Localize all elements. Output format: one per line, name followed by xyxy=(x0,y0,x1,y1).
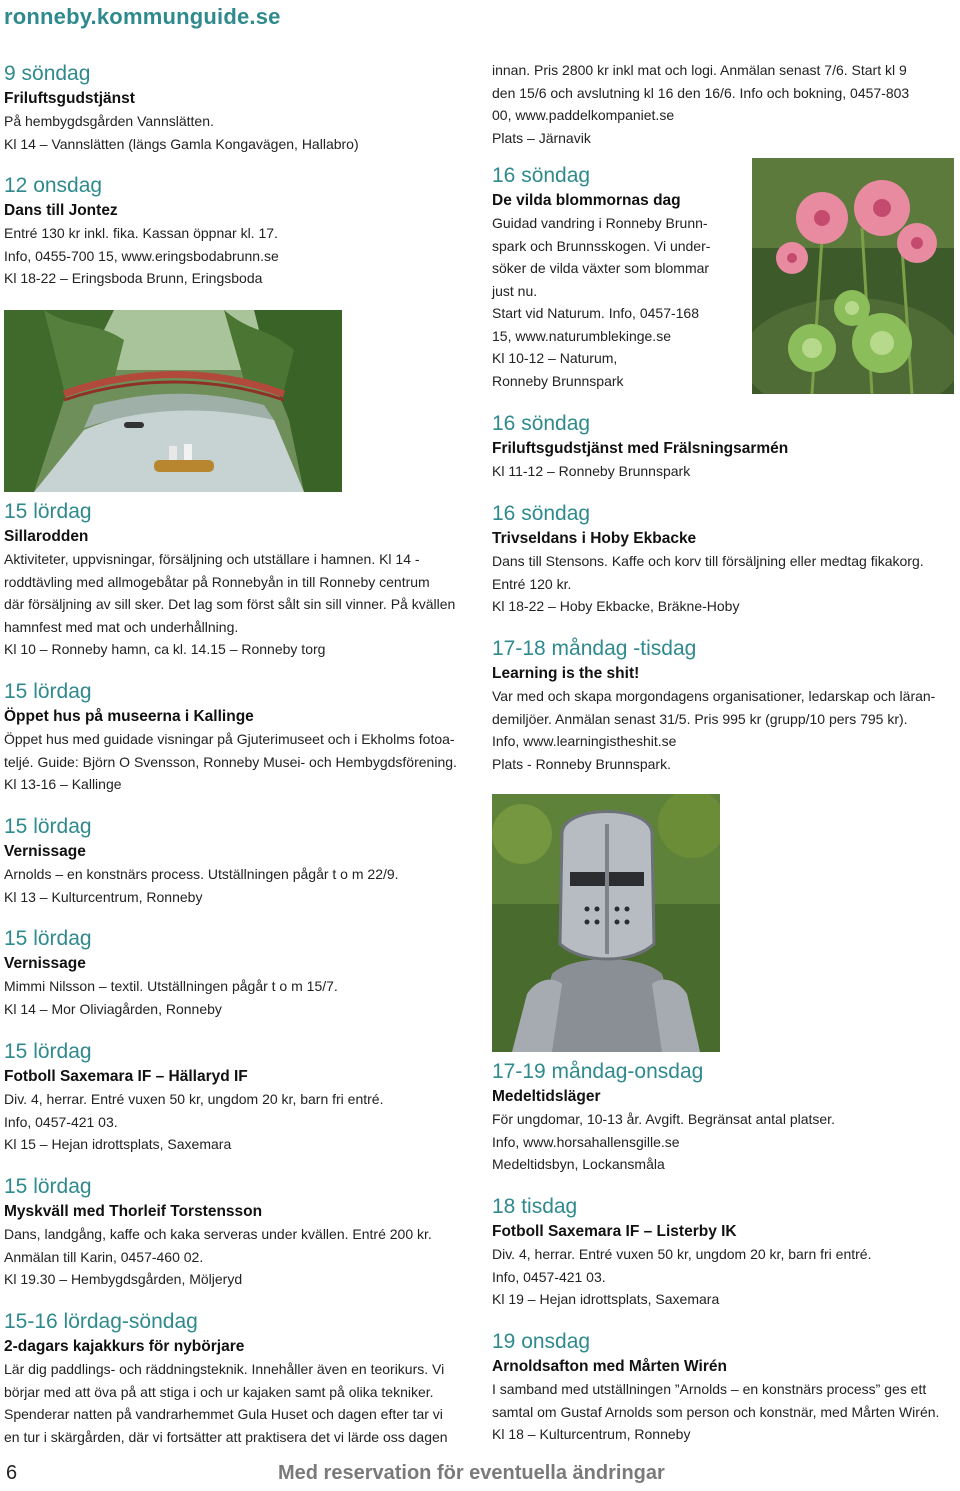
event-line: Ronneby Brunnspark xyxy=(492,372,624,389)
event-date: 17-19 måndag-onsdag xyxy=(492,1060,704,1083)
event-date: 17-18 måndag -tisdag xyxy=(492,637,697,660)
event-right-0 xyxy=(492,160,748,392)
event-line: Guidad vandring i Ronneby Brunn- xyxy=(492,215,708,231)
event-line: där försäljning av sill sker. Det lag som först sålt sin sill vinner. På kvällen xyxy=(4,596,456,612)
event-right-2 xyxy=(492,498,958,618)
event-line: Info, 0457-421 03. xyxy=(492,1268,606,1285)
event-date: 16 söndag xyxy=(492,412,591,435)
event-right-1 xyxy=(492,408,958,483)
event-line: Kl 13-16 – Kallinge xyxy=(4,776,122,792)
knight-illustration xyxy=(492,794,720,1052)
event-left-4 xyxy=(4,811,474,908)
event-line: Kl 14 – Vannslätten (längs Gamla Kongavägen, Hallabro) xyxy=(4,135,359,152)
event-left-7 xyxy=(4,1171,474,1291)
right-intro xyxy=(492,59,958,149)
event-line: just nu. xyxy=(492,282,538,299)
river-boat-photo xyxy=(4,310,342,492)
event-line: Kl 19.30 – Hembygdsgården, Möljeryd xyxy=(4,1271,243,1287)
event-right-5 xyxy=(492,1191,958,1311)
event-date: 15 lördag xyxy=(4,680,92,703)
event-left-5 xyxy=(4,923,474,1020)
event-left-6 xyxy=(4,1036,474,1156)
event-line: Div. 4, herrar. Entré vuxen 50 kr, ungdom 20 kr, barn fri entré. xyxy=(4,1091,384,1107)
flower-illustration xyxy=(752,158,954,394)
event-date: 9 söndag xyxy=(4,62,91,85)
event-line: Div. 4, herrar. Entré vuxen 50 kr, ungdom 20 kr, barn fri entré. xyxy=(492,1246,872,1262)
event-line: Aktiviteter, uppvisningar, försäljning och utställare i hamnen. Kl 14 - xyxy=(4,551,420,567)
event-line: Info, 0457-421 03. xyxy=(4,1113,118,1130)
page-number: 6 xyxy=(6,1462,18,1484)
event-line: en tur i skärgården, där vi fortsätter att praktisera det vi lärde oss dagen xyxy=(4,1428,448,1445)
event-date: 16 söndag xyxy=(492,164,591,187)
event-line: Öppet hus med guidade visningar på Gjuterimuseet och i Ekholms fotoa- xyxy=(4,731,455,747)
event-date: 15 lördag xyxy=(4,927,92,950)
event-line: börjar med att öva på att stiga i och ur kajaken samt på olika tekniker. xyxy=(4,1383,434,1400)
event-left-2 xyxy=(4,496,474,661)
event-line: Kl 14 – Mor Oliviagården, Ronneby xyxy=(4,1000,222,1017)
event-line: Kl 11-12 – Ronneby Brunnspark xyxy=(492,463,691,479)
event-date: 15 lördag xyxy=(4,815,92,838)
event-line: hamnfest med mat och underhållning. xyxy=(4,618,239,635)
event-date: 15-16 lördag-söndag xyxy=(4,1310,198,1333)
event-line: Anmälan till Karin, 0457-460 02. xyxy=(4,1248,204,1265)
event-right-4 xyxy=(492,1056,958,1176)
event-title: Friluftsgudstjänst med Frälsningsarmén xyxy=(492,440,789,457)
event-line: Kl 19 – Hejan idrottsplats, Saxemara xyxy=(492,1291,720,1307)
event-left-3 xyxy=(4,676,474,796)
event-line: demiljöer. Anmälan senast 31/5. Pris 995 kr (grupp/10 pers 795 kr). xyxy=(492,710,908,727)
event-left-8 xyxy=(4,1306,474,1448)
event-right-3 xyxy=(492,633,958,775)
event-date: 18 tisdag xyxy=(492,1195,578,1218)
event-line: roddtävling med allmogebåtar på Ronnebyån in till Ronneby centrum xyxy=(4,573,430,590)
event-left-0 xyxy=(4,58,468,155)
knight-photo xyxy=(492,794,720,1052)
event-line: På hembygdsgården Vannslätten. xyxy=(4,113,214,129)
event-title: Medeltidsläger xyxy=(492,1088,601,1105)
event-line: Kl 18 – Kulturcentrum, Ronneby xyxy=(492,1426,691,1442)
event-line: Plats - Ronneby Brunnspark. xyxy=(492,755,671,772)
event-title: De vilda blommornas dag xyxy=(492,192,681,209)
event-line: Kl 10 – Ronneby hamn, ca kl. 14.15 – Ronneby torg xyxy=(4,641,326,657)
event-line: Arnolds – en konstnärs process. Utställningen pågår t o m 22/9. xyxy=(4,866,399,882)
site-header: ronneby.kommunguide.se xyxy=(4,4,281,29)
event-line: Kl 10-12 – Naturum, xyxy=(492,350,618,366)
event-title: Fotboll Saxemara IF – Listerby IK xyxy=(492,1223,737,1240)
event-date: 15 lördag xyxy=(4,1040,92,1063)
event-title: Dans till Jontez xyxy=(4,202,118,219)
event-title: Sillarodden xyxy=(4,528,89,545)
event-line: Spenderar natten på vandrarhemmet Gula Huset och dagen efter tar vi xyxy=(4,1406,443,1422)
event-line: För ungdomar, 10-13 år. Avgift. Begränsat antal platser. xyxy=(492,1111,835,1127)
event-line: Var med och skapa morgondagens organisationer, ledarskap och läran- xyxy=(492,688,936,704)
event-line: Start vid Naturum. Info, 0457-168 xyxy=(492,305,699,321)
event-line: Kl 18-22 – Eringsboda Brunn, Eringsboda xyxy=(4,270,263,286)
footer-note: Med reservation för eventuella ändringar xyxy=(278,1462,665,1484)
event-line: spark och Brunnsskogen. Vi under- xyxy=(492,237,711,254)
event-title: Arnoldsafton med Mårten Wirén xyxy=(492,1358,727,1375)
intro-line: innan. Pris 2800 kr inkl mat och logi. Anmälan senast 7/6. Start kl 9 xyxy=(492,62,907,78)
event-line: Entré 120 kr. xyxy=(492,575,572,592)
event-line: Dans, landgång, kaffe och kaka serveras under kvällen. Entré 200 kr. xyxy=(4,1226,432,1242)
event-title: Vernissage xyxy=(4,843,86,860)
event-title: 2-dagars kajakkurs för nybörjare xyxy=(4,1338,245,1355)
event-title: Öppet hus på museerna i Kallinge xyxy=(4,708,254,725)
intro-line: den 15/6 och avslutning kl 16 den 16/6. Info och bokning, 0457-803 xyxy=(492,84,910,101)
event-line: Kl 15 – Hejan idrottsplats, Saxemara xyxy=(4,1136,232,1152)
event-line: söker de vilda växter som blommar xyxy=(492,260,710,276)
event-title: Myskväll med Thorleif Torstensson xyxy=(4,1203,263,1220)
event-title: Vernissage xyxy=(4,955,86,972)
event-line: Mimmi Nilsson – textil. Utställningen pågår t o m 15/7. xyxy=(4,978,338,994)
event-title: Trivseldans i Hoby Ekbacke xyxy=(492,530,697,547)
intro-line: 00, www.paddelkompaniet.se xyxy=(492,107,675,123)
intro-line: Plats – Järnavik xyxy=(492,129,591,146)
event-title: Friluftsgudstjänst xyxy=(4,90,135,107)
event-line: Kl 13 – Kulturcentrum, Ronneby xyxy=(4,888,203,905)
event-date: 15 lördag xyxy=(4,1175,92,1198)
river-boat-illustration xyxy=(4,310,342,492)
event-line: I samband med utställningen ”Arnolds – en konstnärs process” ges ett xyxy=(492,1381,927,1397)
event-date: 19 onsdag xyxy=(492,1330,591,1353)
event-right-6 xyxy=(492,1326,958,1446)
event-title: Fotboll Saxemara IF – Hällaryd IF xyxy=(4,1068,248,1085)
event-line: Info, 0455-700 15, www.eringsbodabrunn.se xyxy=(4,247,279,264)
event-line: Info, www.horsahallensgille.se xyxy=(492,1133,680,1150)
event-line: Dans till Stensons. Kaffe och korv till försäljning eller medtag fikakorg. xyxy=(492,553,924,569)
event-date: 12 onsdag xyxy=(4,174,103,197)
event-left-1 xyxy=(4,170,468,290)
event-line: Medeltidsbyn, Lockansmåla xyxy=(492,1156,665,1172)
event-line: Kl 18-22 – Hoby Ekbacke, Bräkne-Hoby xyxy=(492,598,740,614)
flower-photo xyxy=(752,158,954,394)
event-line: Entré 130 kr inkl. fika. Kassan öppnar kl. 17. xyxy=(4,225,278,241)
event-line: samtal om Gustaf Arnolds som person och konstnär, med Mårten Wirén. xyxy=(492,1403,940,1420)
event-date: 16 söndag xyxy=(492,502,591,525)
event-line: teljé. Guide: Björn O Svensson, Ronneby Musei- och Hembygdsförening. xyxy=(4,753,457,770)
event-line: 15, www.naturumblekinge.se xyxy=(492,327,671,344)
event-line: Info, www.learningistheshit.se xyxy=(492,733,677,749)
event-line: Lär dig paddlings- och räddningsteknik. Innehåller även en teorikurs. Vi xyxy=(4,1361,445,1377)
event-date: 15 lördag xyxy=(4,500,92,523)
event-title: Learning is the shit! xyxy=(492,665,640,682)
